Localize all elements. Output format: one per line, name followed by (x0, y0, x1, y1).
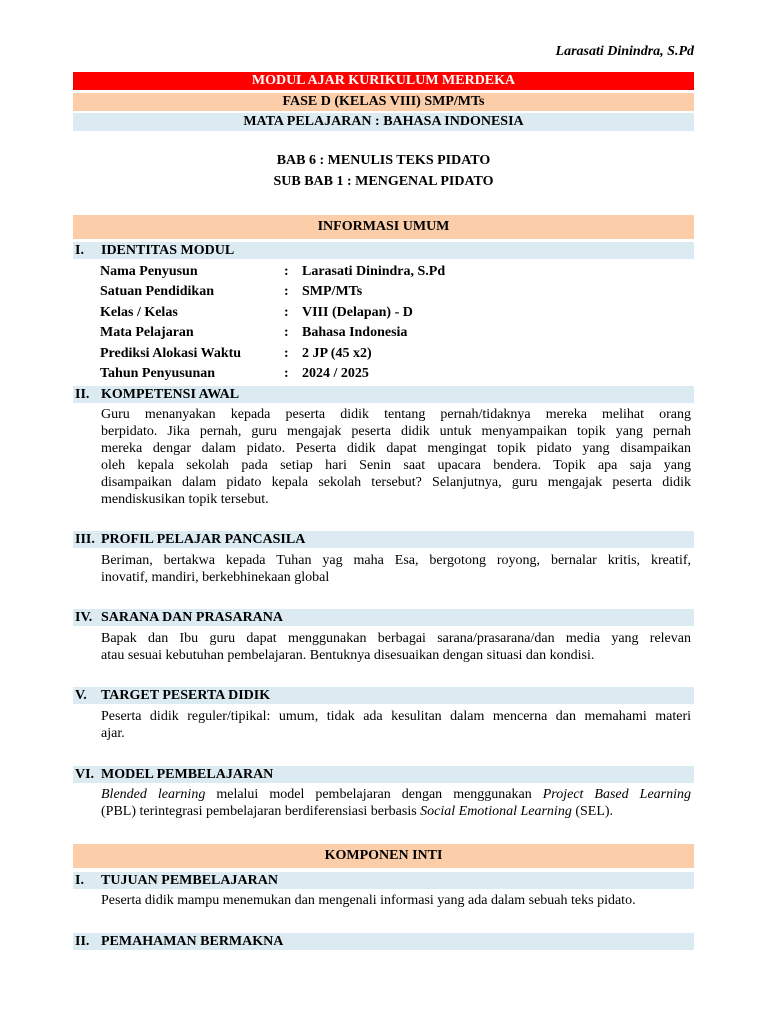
identitas-colon: : (284, 346, 289, 361)
identitas-key: Prediksi Alokasi Waktu (100, 346, 242, 361)
identitas-value: 2 JP (45 x2) (302, 346, 372, 361)
text-line: mereka dengar dalam pidato. Peserta didik dapat mengingat topik pidato yang disampaikan (101, 441, 691, 456)
text-line: atau sesuai kebutuhan pembelajaran. Bentuknya disesuaikan dengan situasi dan kondisi. (101, 648, 595, 663)
text-line: inovatif, mandiri, berkebhinekaan global (101, 570, 330, 585)
identitas-key: Nama Penyusun (100, 264, 198, 279)
identitas-row-kelas (100, 304, 680, 322)
identitas-key: Kelas / Kelas (100, 305, 178, 320)
section-kompetensi-awal (73, 386, 694, 403)
section-title: PROFIL PELAJAR PANCASILA (101, 532, 306, 547)
section-number: I. (75, 243, 84, 258)
identitas-colon: : (284, 264, 289, 279)
subchapter-title: SUB BAB 1 : MENGENAL PIDATO (273, 174, 494, 189)
section-title: MODEL PEMBELAJARAN (101, 767, 274, 782)
section-title: SARANA DAN PRASARANA (101, 610, 284, 625)
identitas-colon: : (284, 366, 289, 381)
text-run: (SEL). (571, 804, 614, 819)
tujuan-text (101, 892, 691, 909)
text-line: Peserta didik reguler/tipikal: umum, tidak ada kesulitan dalam mencerna dan memahami materi (101, 709, 691, 724)
section-title: PEMAHAMAN BERMAKNA (101, 934, 284, 949)
section-identitas-modul (73, 242, 694, 259)
section-number: III. (75, 532, 95, 547)
section-number: I. (75, 873, 84, 888)
text-line: disampaikan dalam pidato kepala sekolah tersebut? Selanjutnya, guru mengajak peserta didik (101, 475, 691, 490)
section-title: TARGET PESERTA DIDIK (101, 688, 271, 703)
text-line: Guru menanyakan kepada peserta didik tentang pernah/tidaknya mereka melihat orang (101, 407, 691, 422)
identitas-row-satuan (100, 283, 680, 301)
section-title: TUJUAN PEMBELAJARAN (101, 873, 278, 888)
section-title: KOMPETENSI AWAL (101, 387, 240, 402)
identitas-colon: : (284, 325, 289, 340)
sarana-text (101, 630, 691, 664)
text-line: berpidato. Jika pernah, guru mengajak peserta didik untuk menyampaikan topik yang pernah (101, 424, 691, 439)
text-line (101, 786, 691, 803)
section-model-pembelajaran (73, 766, 694, 783)
section-sarana-prasarana (73, 609, 694, 626)
text-line: Peserta didik mampu menemukan dan mengenali informasi yang ada dalam sebuah teks pidato. (101, 893, 636, 908)
identitas-value: Larasati Dinindra, S.Pd (302, 264, 446, 279)
section-target-peserta-didik (73, 687, 694, 704)
identitas-row-tahun (100, 365, 680, 383)
section-title: IDENTITAS MODUL (101, 243, 235, 258)
italic-term: Project Based Learning (542, 787, 691, 802)
italic-term: Blended learning (101, 787, 206, 802)
module-title-band: MODUL AJAR KURIKULUM MERDEKA (73, 72, 694, 90)
identitas-value: 2024 / 2025 (302, 366, 369, 381)
section-number: VI. (75, 767, 95, 782)
profil-pancasila-text (101, 552, 691, 586)
target-text (101, 708, 691, 742)
informasi-umum-band: INFORMASI UMUM (73, 215, 694, 239)
section-pemahaman-bermakna (73, 933, 694, 950)
author-header: Larasati Dinindra, S.Pd (555, 44, 694, 59)
identitas-colon: : (284, 305, 289, 320)
identitas-value: VIII (Delapan) - D (302, 305, 413, 320)
kompetensi-awal-text (101, 406, 691, 508)
text-line: mendiskusikan topik tersebut. (101, 492, 269, 507)
section-number: V. (75, 688, 87, 703)
identitas-colon: : (284, 284, 289, 299)
text-line: Bapak dan Ibu guru dapat menggunakan berbagai sarana/prasarana/dan media yang relevan (101, 631, 691, 646)
text-line: ajar. (101, 726, 125, 741)
model-text (101, 786, 691, 820)
text-line (101, 803, 691, 820)
text-run: melalui model pembelajaran dengan menggunakan (205, 787, 543, 802)
italic-term: Social Emotional Learning (420, 804, 572, 819)
section-number: IV. (75, 610, 93, 625)
section-tujuan-pembelajaran (73, 872, 694, 889)
identitas-key: Tahun Penyusunan (100, 366, 216, 381)
identitas-row-mapel (100, 324, 680, 342)
identitas-key: Mata Pelajaran (100, 325, 194, 340)
section-number: II. (75, 934, 90, 949)
section-profil-pancasila (73, 531, 694, 548)
text-line: oleh kepala sekolah pada setiap hari Senin saat upacara bendera. Topik apa saja yang (101, 458, 691, 473)
subject-band: MATA PELAJARAN : BAHASA INDONESIA (73, 113, 694, 131)
identitas-value: Bahasa Indonesia (302, 325, 408, 340)
phase-band: FASE D (KELAS VIII) SMP/MTs (73, 93, 694, 111)
chapter-title: BAB 6 : MENULIS TEKS PIDATO (276, 153, 491, 168)
komponen-inti-band: KOMPONEN INTI (73, 844, 694, 868)
identitas-row-alokasi (100, 345, 680, 363)
identitas-key: Satuan Pendidikan (100, 284, 214, 299)
text-run: (PBL) terintegrasi pembelajaran berdiferensiasi berbasis (101, 804, 421, 819)
identitas-value: SMP/MTs (302, 284, 363, 299)
text-line: Beriman, bertakwa kepada Tuhan yag maha Esa, bergotong royong, bernalar kritis, kreatif, (101, 553, 691, 568)
section-number: II. (75, 387, 90, 402)
identitas-row-nama (100, 263, 680, 281)
